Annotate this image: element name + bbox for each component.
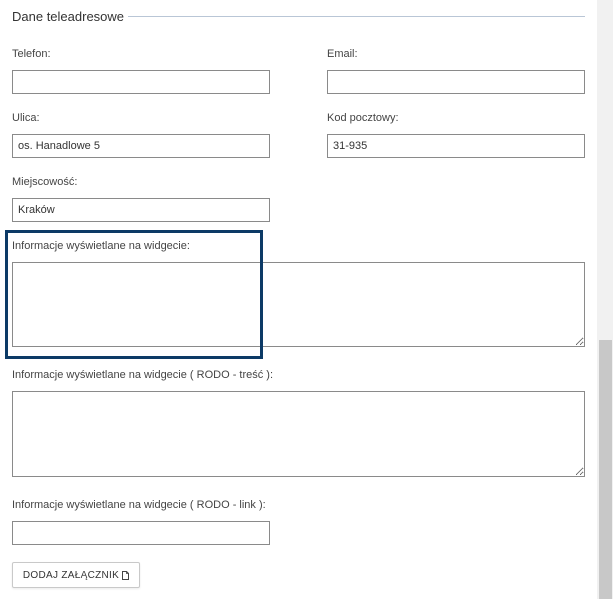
rodo-tresc-textarea[interactable] [12, 391, 585, 477]
miejscowosc-label: Miejscowość: [12, 176, 78, 188]
rodo-link-input[interactable] [12, 521, 270, 545]
rodo-tresc-label: Informacje wyświetlane na widgecie ( RODO - treść ): [12, 369, 274, 381]
email-label: Email: [327, 48, 358, 60]
scrollbar-thumb[interactable] [599, 340, 612, 599]
add-attachment-label: DODAJ ZAŁĄCZNIK [22, 569, 120, 581]
section-legend: Dane teleadresowe [12, 9, 125, 24]
ulica-label: Ulica: [12, 112, 40, 124]
email-input[interactable] [327, 70, 585, 94]
add-attachment-button[interactable] [12, 562, 140, 588]
telefon-input[interactable] [12, 70, 270, 94]
widget-info-label: Informacje wyświetlane na widgecie: [12, 240, 190, 252]
miejscowosc-input[interactable] [12, 198, 270, 222]
ulica-input[interactable] [12, 134, 270, 158]
widget-info-textarea[interactable] [12, 262, 585, 347]
legend-divider [128, 16, 585, 17]
scrollbar-track[interactable] [597, 0, 613, 599]
rodo-link-label: Informacje wyświetlane na widgecie ( RODO - link ): [12, 499, 266, 511]
kod-pocztowy-label: Kod pocztowy: [327, 112, 399, 124]
telefon-label: Telefon: [12, 48, 51, 60]
kod-pocztowy-input[interactable] [327, 134, 585, 158]
file-icon [122, 571, 129, 580]
